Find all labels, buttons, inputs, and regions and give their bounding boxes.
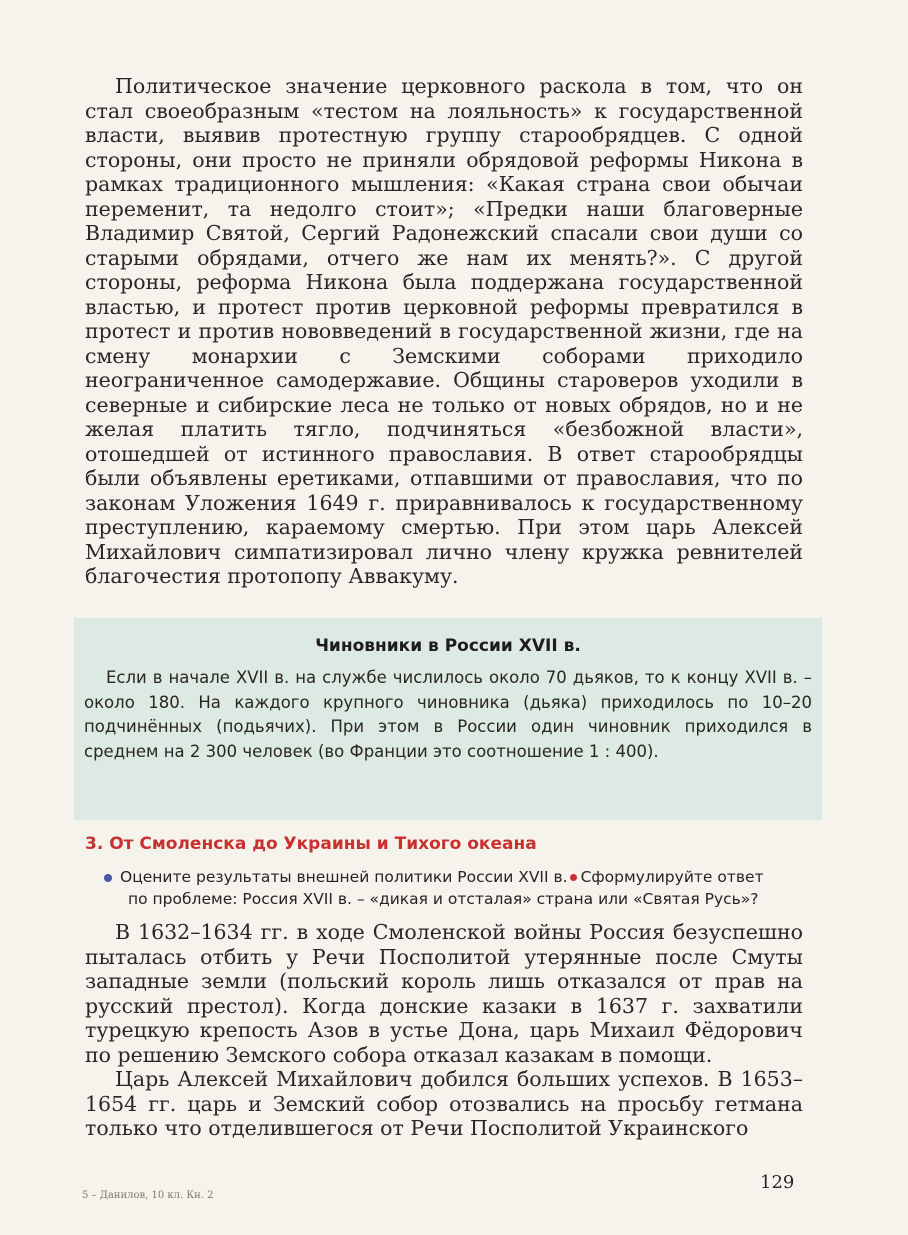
task-prompt bbox=[104, 866, 804, 910]
section-heading: 3. От Смоленска до Украины и Тихого океана bbox=[85, 834, 537, 854]
info-box-body bbox=[84, 666, 812, 764]
page-number: 129 bbox=[760, 1172, 795, 1193]
bullet-icon bbox=[104, 874, 112, 882]
bullet-red-icon bbox=[570, 874, 577, 881]
task-part-2: Сформулируйте ответ bbox=[580, 868, 764, 886]
intro-text bbox=[85, 74, 803, 589]
intro-paragraph: Политическое значение церковного раскола в том, что он стал своеобразным «тестом на лояльность» к государственной власти, выявив протестную группу старообрядцев. С одной стороны, они просто не приняли обрядовой реформы Никона в рамках традиционного мышления: «Какая страна свои обычаи переменит, та недолго стоит»; «Предки наши благоверные Владимир Святой, Сергий Радонежский спасали свои души со старыми обрядами, отчего же нам их менять?». С другой стороны, реформа Никона была поддержана государственной властью, и протест против церковной реформы превратился в протест и против нововведений в государственной жизни, где на смену монархии с Земскими соборами приходило неограниченное самодержавие. Общины староверов уходили в северные и сибирские леса не только от новых обрядов, но и не желая платить тягло, подчиняться «безбожной власти», отошедшей от истинного православия. В ответ старообрядцы были объявлены еретиками, отпавшими от православия, что по законам Уложения 1649 г. приравнивалось к государственному преступлению, караемому смертью. При этом царь Алексей Михайлович симпатизировал лично члену кружка ревнителей благочестия протопопу Аввакуму. bbox=[85, 74, 803, 588]
body-paragraph-2: Царь Алексей Михайлович добился больших успехов. В 1653–1654 гг. царь и Земский собор отозвались на просьбу гетмана только что отделившегося от Речи Посполитой Украинского bbox=[85, 1067, 803, 1140]
task-line-2: по проблеме: Россия XVII в. – «дикая и отсталая» страна или «Святая Русь»? bbox=[128, 890, 759, 908]
info-box bbox=[74, 618, 822, 820]
info-box-title: Чиновники в России XVII в. bbox=[315, 636, 581, 656]
task-part-1: Оцените результаты внешней политики России XVII в. bbox=[120, 868, 568, 886]
signature-mark: 5 – Данилов, 10 кл. Кн. 2 bbox=[82, 1190, 214, 1201]
body-paragraph-1: В 1632–1634 гг. в ходе Смоленской войны Россия безуспешно пыталась отбить у Речи Посполитой утерянные после Смуты западные земли (польский король лишь отказался от прав на русский престол). Когда донские казаки в 1637 г. захватили турецкую крепость Азов в устье Дона, царь Михаил Фёдорович по решению Земского собора отказал казакам в помощи. bbox=[85, 920, 803, 1067]
body-text bbox=[85, 920, 803, 1141]
info-box-paragraph: Если в начале XVII в. на службе числилось около 70 дьяков, то к концу XVII в. – около 180. На каждого крупного чиновника (дьяка) приходилось по 10–20 подчинённых (подьячих). При этом в России один чиновник приходился в среднем на 2 300 человек (во Франции это соотношение 1 : 400). bbox=[84, 668, 812, 761]
